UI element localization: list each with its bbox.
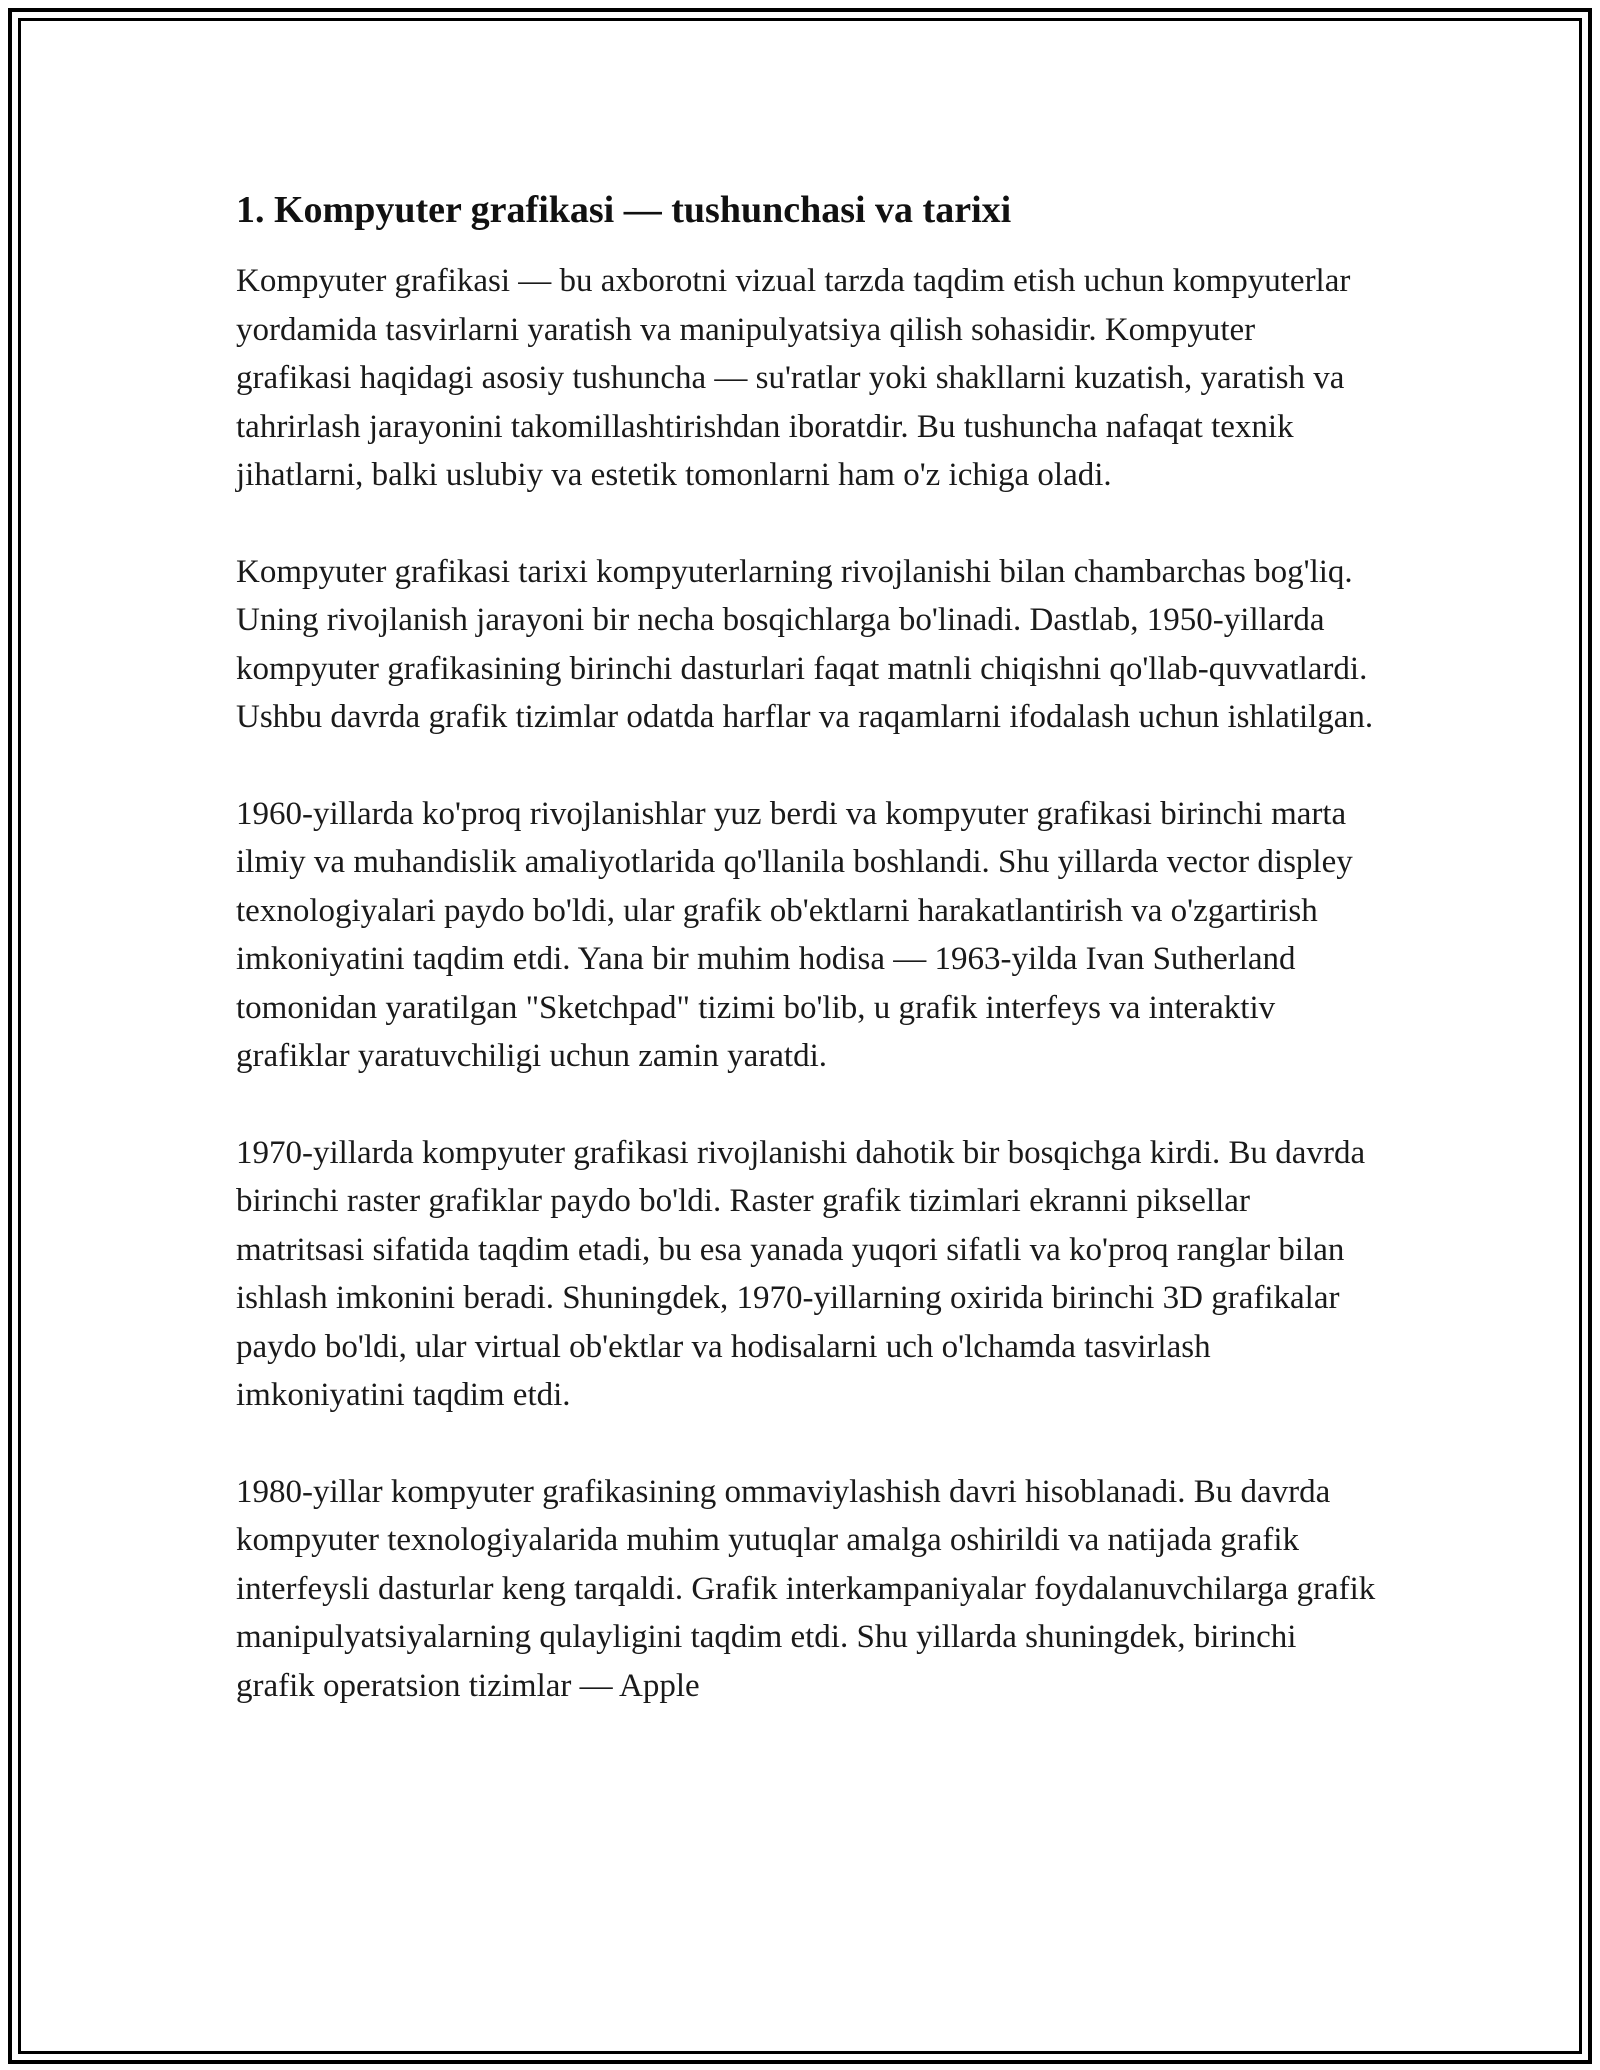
document-body (236, 185, 1376, 1758)
paragraph-history-1950s: Kompyuter grafikasi tarixi kompyuterlarning rivojlanishi bilan chambarchas bog'liq. Uning rivojlanish jarayoni bir necha bosqichlarga bo'linadi. Dastlab, 1950-yillarda kompyuter grafikasining birinchi dasturlari faqat matnli chiqishni qo'llab-quvvatlardi. Ushbu davrda grafik tizimlar odatda harflar va raqamlarni ifodalash uchun ishlatilgan. (236, 553, 1374, 735)
paragraph-history-1980s: 1980-yillar kompyuter grafikasining ommaviylashish davri hisoblanadi. Bu davrda kompyuter texnologiyalarida muhim yutuqlar amalga oshirildi va natijada grafik interfeysli dasturlar keng tarqaldi. Grafik interkampaniyalar foydalanuvchilarga grafik manipulyatsiyalarning qulayligini taqdim etdi. Shu yillarda shuningdek, birinchi grafik operatsion tizimlar — Apple (236, 1473, 1376, 1704)
paragraph-history-1970s: 1970-yillarda kompyuter grafikasi rivojlanishi dahotik bir bosqichga kirdi. Bu davrda birinchi raster grafiklar paydo bo'ldi. Raster grafik tizimlari ekranni piksellar matritsasi sifatida taqdim etadi, bu esa yanada yuqori sifatli va ko'proq ranglar bilan ishlash imkonini beradi. Shuningdek, 1970-yillarning oxirida birinchi 3D grafikalar paydo bo'ldi, ular virtual ob'ektlar va hodisalarni uch o'lchamda tasvirlash imkoniyatini taqdim etdi. (236, 1134, 1366, 1413)
paragraph-history-1960s: 1960-yillarda ko'proq rivojlanishlar yuz berdi va kompyuter grafikasi birinchi marta ilmiy va muhandislik amaliyotlarida qo'llanila boshlandi. Shu yillarda vector displey texnologiyalari paydo bo'ldi, ular grafik ob'ektlarni harakatlantirish va o'zgartirish imkoniyatini taqdim etdi. Yana bir muhim hodisa — 1963-yilda Ivan Sutherland tomonidan yaratilgan "Sketchpad" tizimi bo'lib, u grafik interfeys va interaktiv grafiklar yaratuvchiligi uchun zamin yaratdi. (236, 795, 1353, 1074)
paragraph-definition: Kompyuter grafikasi — bu axborotni vizual tarzda taqdim etish uchun kompyuterlar yordamida tasvirlarni yaratish va manipulyatsiya qilish sohasidir. Kompyuter grafikasi haqidagi asosiy tushuncha — su'ratlar yoki shakllarni kuzatish, yaratish va tahrirlash jarayonini takomillashtirishdan iboratdir. Bu tushuncha nafaqat texnik jihatlarni, balki uslubiy va estetik tomonlarni ham o'z ichiga oladi. (236, 263, 1351, 493)
section-heading: 1. Kompyuter grafikasi — tushunchasi va tarixi (236, 189, 1012, 231)
